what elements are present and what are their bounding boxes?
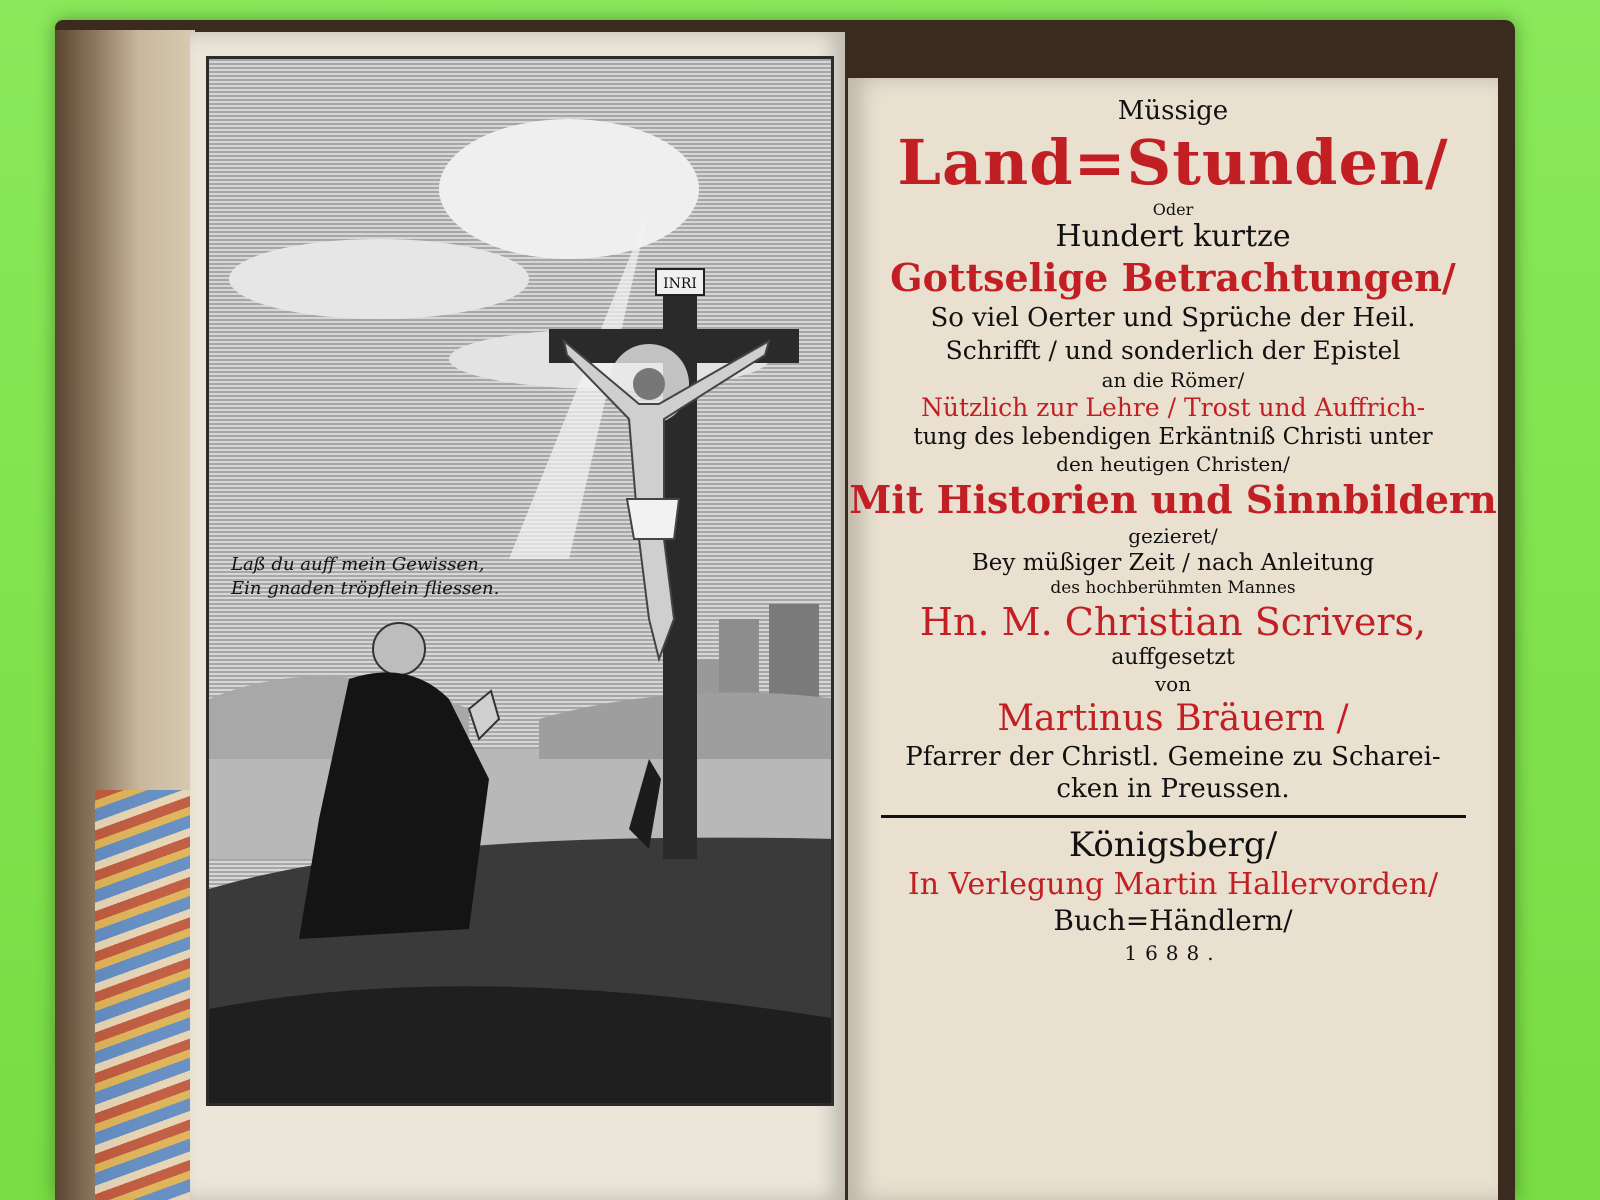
imprint-publisher: In Verlegung Martin Hallervorden/: [907, 867, 1439, 902]
kneeling-man-head: [373, 623, 425, 675]
title-text-block: [848, 96, 1498, 968]
title-line: Buch=Händlern/: [1053, 904, 1293, 937]
title-line: gezieret/: [1128, 524, 1218, 548]
title-line: Schrifft / und sonderlich der Epistel: [945, 336, 1401, 365]
inri-text: INRI: [663, 276, 697, 292]
marbled-endpaper: [95, 790, 195, 1200]
title-line: So viel Oerter und Sprüche der Heil.: [930, 303, 1416, 333]
cloud-shape: [439, 119, 699, 259]
title-line: Mit Historien und Sinnbildern: [849, 477, 1497, 522]
title-line: des hochberühmten Mannes: [1050, 578, 1296, 598]
divider-rule: [881, 815, 1466, 818]
crucifixion-engraving: [206, 56, 834, 1106]
title-line: Pfarrer der Christl. Gemeine zu Scharei-: [905, 742, 1441, 772]
author-name: Hn. M. Christian Scrivers,: [919, 600, 1427, 644]
imprint-place: Königsberg/: [1068, 825, 1278, 865]
loincloth: [627, 499, 679, 539]
caption-line: Laß du auff mein Gewissen,: [231, 554, 485, 575]
title-line: an die Römer/: [1101, 368, 1245, 392]
title-line: den heutigen Christen/: [1056, 452, 1290, 476]
title-line: Nützlich zur Lehre / Trost und Auffrich-: [920, 393, 1426, 422]
christ-head: [633, 368, 665, 400]
engraving-caption: [231, 553, 611, 601]
castle-tower: [769, 604, 819, 709]
cloud-shape: [229, 239, 529, 319]
main-title: Land=Stunden/: [897, 126, 1449, 199]
title-line: cken in Preussen.: [1056, 774, 1290, 804]
editor-name: Martinus Bräuern /: [997, 698, 1349, 739]
title-line: Müssige: [1117, 96, 1229, 126]
title-line: von: [1154, 672, 1192, 696]
caption-line: Ein gnaden tröpflein fliessen.: [231, 578, 500, 599]
title-line: Hundert kurtze: [1055, 219, 1291, 254]
imprint-year: 1688.: [1124, 941, 1222, 965]
title-line: auffgesetzt: [1111, 645, 1235, 670]
title-line: Oder: [1152, 200, 1194, 219]
title-line: Bey müßiger Zeit / nach Anleitung: [971, 550, 1375, 576]
subtitle: Gottselige Betrachtungen/: [890, 255, 1456, 300]
title-line: tung des lebendigen Erkäntniß Christi unter: [913, 424, 1433, 450]
